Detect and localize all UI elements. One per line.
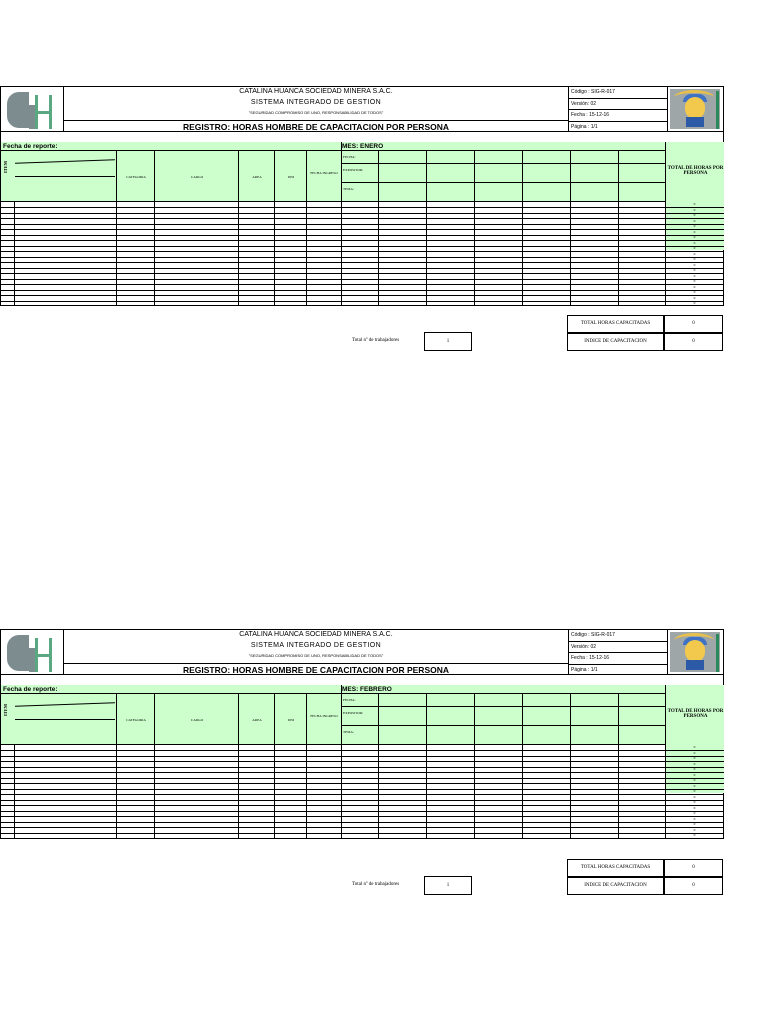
categoria-header: CATEGORIA bbox=[126, 175, 146, 179]
dni-header: DNI bbox=[287, 718, 295, 722]
report-date-row bbox=[1, 142, 665, 151]
title-block bbox=[64, 87, 569, 131]
total-workers-label: Total nº de trabajadores bbox=[352, 882, 400, 887]
row-total: 0 bbox=[693, 750, 696, 755]
categoria-header: CATEGORIA bbox=[126, 718, 146, 722]
row-total: 0 bbox=[693, 213, 696, 217]
fecha-ingreso-header: FECHA INGRESO bbox=[310, 714, 338, 718]
company-motto: "SEGURIDAD COMPROMISO DE UNO, RESPONSABILIDAD DE TODOS" bbox=[248, 110, 384, 115]
cargo-header: CARGO bbox=[190, 175, 204, 179]
document-meta bbox=[569, 87, 668, 131]
expositor-label: EXPOSITOR: bbox=[343, 168, 364, 172]
training-hours-table bbox=[0, 675, 724, 839]
mascot-logo bbox=[668, 630, 723, 674]
row-total: 0 bbox=[693, 251, 696, 256]
row-total: 0 bbox=[693, 756, 696, 760]
row-total: 0 bbox=[693, 761, 696, 766]
table-body bbox=[1, 202, 724, 306]
meta-code: Código : SIG-R-017 bbox=[569, 87, 667, 99]
registro-sheet-febrero bbox=[0, 629, 724, 888]
company-name: CATALINA HUANCA SOCIEDAD MINERA S.A.C. bbox=[239, 88, 393, 95]
document-title: REGISTRO: HORAS HOMBRE DE CAPACITACION POR PERSONA bbox=[64, 663, 568, 677]
meta-code: Código : SIG-R-017 bbox=[569, 630, 667, 642]
row-total: 0 bbox=[693, 218, 696, 223]
total-hours-header: TOTAL DE HORAS POR PERSONA bbox=[667, 709, 724, 719]
fecha-label: FECHA: bbox=[343, 698, 356, 702]
meta-date: Fecha : 15-12-16 bbox=[569, 653, 667, 665]
row-total: 0 bbox=[693, 207, 696, 212]
area-header: AREA bbox=[252, 718, 262, 722]
row-total: 0 bbox=[693, 273, 696, 278]
title-block bbox=[64, 630, 569, 674]
row-total: 0 bbox=[693, 279, 696, 283]
row-total: 0 bbox=[693, 235, 696, 239]
meta-page: Página : 1/1 bbox=[571, 666, 598, 673]
total-workers-value: 1 bbox=[424, 876, 472, 895]
system-name: SISTEMA INTEGRADO DE GESTION bbox=[250, 99, 382, 106]
training-hours-table bbox=[0, 132, 724, 306]
row-total: 0 bbox=[693, 778, 696, 782]
total-hours-header: TOTAL DE HORAS POR PERSONA bbox=[667, 166, 724, 176]
row-total: 0 bbox=[693, 794, 696, 799]
training-index-value: 0 bbox=[664, 877, 723, 895]
row-total: 0 bbox=[693, 268, 696, 272]
company-motto: "SEGURIDAD COMPROMISO DE UNO, RESPONSABILIDAD DE TODOS" bbox=[248, 653, 384, 658]
cargo-header: CARGO bbox=[190, 718, 204, 722]
company-name: CATALINA HUANCA SOCIEDAD MINERA S.A.C. bbox=[239, 631, 393, 638]
total-hours-label: TOTAL HORAS CAPACITADAS bbox=[567, 859, 664, 877]
row-total: 0 bbox=[693, 767, 696, 771]
row-total: 0 bbox=[693, 262, 696, 267]
row-total: 0 bbox=[693, 224, 696, 228]
document-header bbox=[0, 86, 724, 132]
table-body bbox=[1, 745, 724, 839]
row-total: 0 bbox=[693, 811, 696, 815]
row-total: 0 bbox=[693, 290, 696, 294]
item-header: ITEM bbox=[3, 704, 8, 717]
row-total: 0 bbox=[693, 789, 696, 793]
report-date-row bbox=[1, 685, 665, 694]
fecha-ingreso-header: FECHA INGRESO bbox=[310, 171, 338, 175]
document-header bbox=[0, 629, 724, 675]
tema-label: TEMA: bbox=[343, 730, 354, 734]
row-total: 0 bbox=[693, 805, 696, 810]
row-total: 0 bbox=[693, 833, 696, 837]
total-workers-value: 1 bbox=[424, 332, 472, 351]
row-total: 0 bbox=[693, 301, 696, 305]
row-total: 0 bbox=[693, 800, 696, 804]
area-header: AREA bbox=[252, 175, 262, 179]
fecha-label: FECHA: bbox=[343, 155, 356, 159]
system-name: SISTEMA INTEGRADO DE GESTION bbox=[250, 642, 382, 649]
mascot-logo bbox=[668, 87, 723, 131]
company-logo-left bbox=[1, 87, 64, 131]
meta-page: Página : 1/1 bbox=[571, 123, 598, 130]
row-total: 0 bbox=[693, 246, 696, 250]
total-hours-label: TOTAL HORAS CAPACITADAS bbox=[567, 315, 664, 333]
report-date-label: Fecha de reporte: bbox=[3, 143, 58, 150]
tema-label: TEMA: bbox=[343, 187, 354, 191]
meta-version: Versión: 02 bbox=[569, 99, 667, 111]
item-header: ITEM bbox=[3, 161, 8, 174]
row-total: 0 bbox=[693, 202, 696, 206]
month-label: MES: FEBRERO bbox=[342, 686, 392, 693]
meta-version: Versión: 02 bbox=[569, 642, 667, 654]
row-total: 0 bbox=[693, 295, 696, 300]
training-index-value: 0 bbox=[664, 333, 723, 351]
row-total: 0 bbox=[693, 745, 696, 749]
row-total: 0 bbox=[693, 822, 696, 826]
training-index-label: INDICE DE CAPACITACION bbox=[567, 877, 664, 895]
company-logo-left bbox=[1, 630, 64, 674]
month-label: MES: ENERO bbox=[342, 143, 384, 150]
total-workers-label: Total nº de trabajadores bbox=[352, 338, 400, 343]
row-total: 0 bbox=[693, 257, 696, 261]
row-total: 0 bbox=[693, 783, 696, 788]
row-total: 0 bbox=[693, 827, 696, 832]
registro-sheet-enero bbox=[0, 86, 724, 344]
expositor-label: EXPOSITOR: bbox=[343, 711, 364, 715]
row-total: 0 bbox=[693, 772, 696, 777]
document-meta bbox=[569, 630, 668, 674]
total-hours-value: 0 bbox=[664, 315, 723, 333]
total-hours-value: 0 bbox=[664, 859, 723, 877]
training-index-label: INDICE DE CAPACITACION bbox=[567, 333, 664, 351]
row-total: 0 bbox=[693, 816, 696, 821]
meta-date: Fecha : 15-12-16 bbox=[569, 110, 667, 122]
row-total: 0 bbox=[693, 240, 696, 245]
document-title: REGISTRO: HORAS HOMBRE DE CAPACITACION POR PERSONA bbox=[64, 120, 568, 134]
row-total: 0 bbox=[693, 229, 696, 234]
report-date-label: Fecha de reporte: bbox=[3, 686, 58, 693]
row-total: 0 bbox=[693, 284, 696, 289]
dni-header: DNI bbox=[287, 175, 295, 179]
